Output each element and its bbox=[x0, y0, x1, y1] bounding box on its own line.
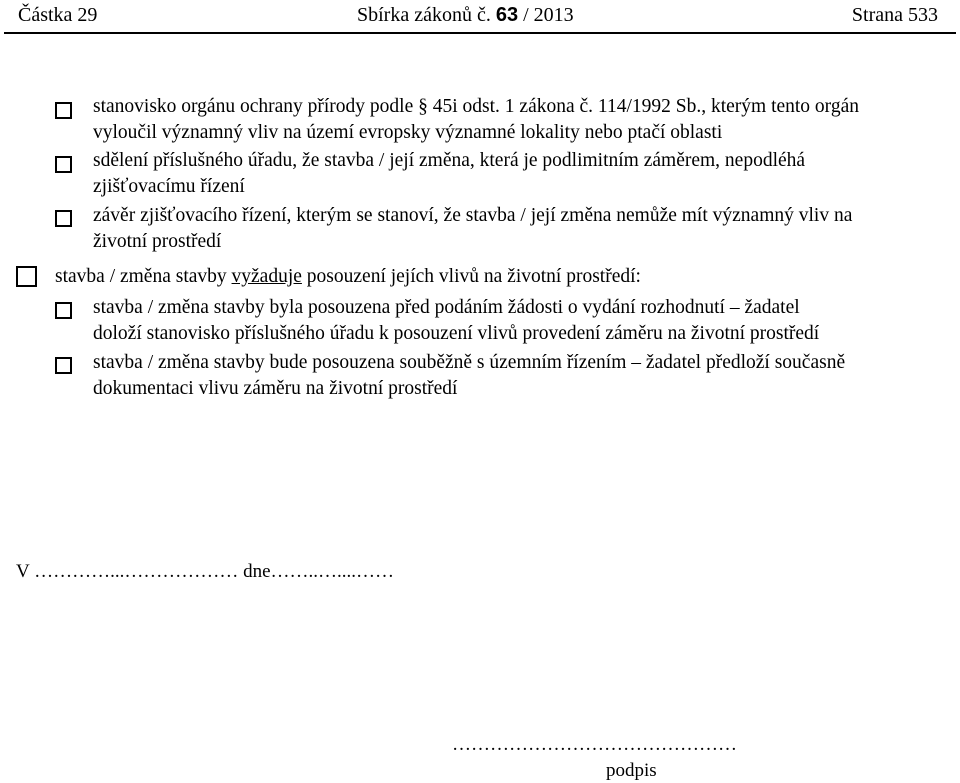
checkbox-office-notice[interactable] bbox=[55, 156, 72, 173]
option-assessed-before-line2: doloží stanovisko příslušného úřadu k posouzení vlivů provedení záměru na životní prostředí bbox=[93, 323, 820, 344]
collection-prefix: Sbírka zákonů č. bbox=[357, 4, 491, 26]
page-number: Strana 533 bbox=[851, 4, 938, 26]
option-screening-conclusion-line2: životní prostředí bbox=[93, 231, 222, 252]
checkbox-assessed-before[interactable] bbox=[55, 302, 72, 319]
collection-reference bbox=[357, 2, 574, 28]
option-nature-protection-line1: stanovisko orgánu ochrany přírody podle § 45i odst. 1 zákona č. 114/1992 Sb., kterým tento orgán bbox=[93, 96, 859, 117]
place-date-line: V …………...……………… dne……..…....…… bbox=[16, 561, 395, 582]
option-requires-eia-before: stavba / změna stavby bbox=[55, 266, 232, 287]
checkbox-nature-protection-opinion[interactable] bbox=[55, 102, 72, 119]
option-requires-eia-underlined: vyžaduje bbox=[231, 266, 302, 287]
option-screening-conclusion-line1: závěr zjišťovacího řízení, kterým se stanoví, že stavba / její změna nemůže mít významný vliv na bbox=[93, 205, 853, 226]
header-rule bbox=[4, 32, 956, 34]
option-nature-protection-line2: vyloučil významný vliv na území evropsky významné lokality nebo ptačí oblasti bbox=[93, 122, 723, 143]
collection-number: 63 bbox=[495, 4, 519, 26]
checkbox-screening-conclusion[interactable] bbox=[55, 210, 72, 227]
checkbox-requires-eia[interactable] bbox=[16, 266, 37, 287]
signature-dots: ……………………………………… bbox=[452, 734, 737, 755]
part-number: Částka 29 bbox=[18, 4, 98, 26]
option-office-notice-line1: sdělení příslušného úřadu, že stavba / její změna, která je podlimitním záměrem, nepodléhá bbox=[93, 150, 806, 171]
option-requires-eia bbox=[55, 265, 641, 289]
option-requires-eia-after: posouzení jejích vlivů na životní prostředí: bbox=[301, 266, 641, 287]
signature-label: podpis bbox=[606, 760, 657, 781]
checkbox-assessed-concurrently[interactable] bbox=[55, 357, 72, 374]
option-office-notice-line2: zjišťovacímu řízení bbox=[93, 176, 245, 197]
option-assessed-concurrently-line2: dokumentaci vlivu záměru na životní prostředí bbox=[93, 378, 458, 399]
option-assessed-before-line1: stavba / změna stavby byla posouzena před podáním žádosti o vydání rozhodnutí – žadatel bbox=[93, 297, 800, 318]
collection-year: / 2013 bbox=[523, 4, 574, 26]
option-assessed-concurrently-line1: stavba / změna stavby bude posouzena souběžně s územním řízením – žadatel předloží současně bbox=[93, 352, 846, 373]
